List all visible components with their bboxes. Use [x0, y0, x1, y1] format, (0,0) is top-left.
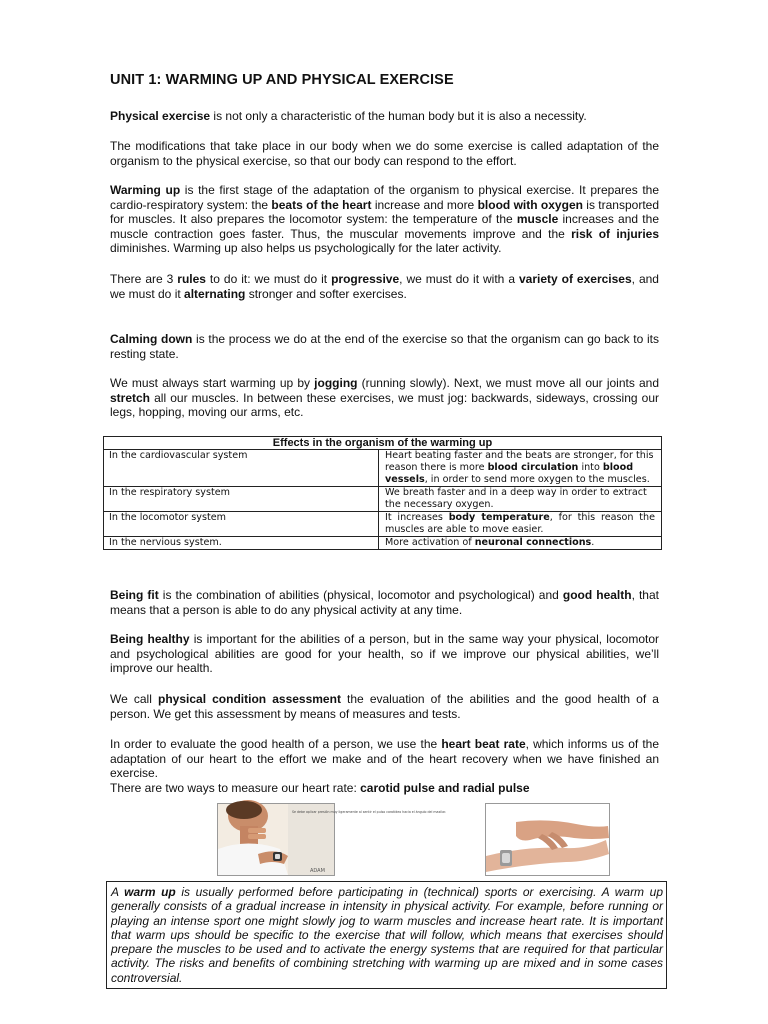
text: , which informs us of the adaptation of our heart to the effort we make and of the heart recovery when we have finished an exercise.	[110, 737, 660, 781]
text: is not only a characteristic of the human body but it is also a necessity.	[210, 109, 587, 123]
photo-caption: Se debe aplicar presión muy ligeramente al sentir el pulso carotídeo hacia el ángulo del maxilar.	[292, 810, 447, 814]
paragraph-physical-exercise	[110, 109, 659, 124]
text: It increases	[385, 512, 449, 523]
text: all our muscles. In between these exercises, we must jog: backwards, sideways, crossing our legs, hopping, moving our arms, etc.	[110, 390, 659, 420]
table-row	[104, 512, 662, 537]
paragraph-modifications: The modifications that take place in our body when we do some exercise is called adaptation of the organism to the physical exercise, so that our body can respond to the effort.	[110, 139, 659, 168]
carotid-pulse-illustration	[218, 804, 447, 875]
table-cell-system: In the respiratory system	[104, 487, 379, 512]
text: , and we must do it	[110, 272, 659, 301]
text: increase and more	[371, 197, 478, 212]
paragraph-assessment	[110, 692, 659, 721]
term-body-temperature: body temperature	[448, 512, 550, 523]
paragraph-heart-rate	[110, 737, 659, 795]
text: We call	[110, 692, 158, 706]
table-row	[104, 487, 662, 512]
radial-pulse-photo	[485, 803, 610, 876]
table-row	[104, 537, 662, 550]
carotid-pulse-photo	[217, 803, 447, 876]
paragraph-jogging	[110, 376, 659, 420]
page-title: UNIT 1: WARMING UP AND PHYSICAL EXERCISE	[110, 72, 454, 88]
effects-table-header: Effects in the organism of the warming up	[104, 437, 662, 450]
paragraph-being-fit	[110, 588, 659, 617]
text: A	[111, 885, 125, 899]
text: Heart beating faster and the beats are stronger, for this reason there is more	[385, 450, 654, 473]
term-physical-condition-assessment: physical condition assessment	[158, 692, 341, 706]
term-warm-up: warm up	[124, 885, 176, 899]
term-muscle: muscle	[516, 212, 559, 227]
table-cell-effect	[379, 512, 662, 537]
term-rules: rules	[177, 272, 206, 286]
term-good-health: good health	[562, 588, 632, 602]
term-alternating: alternating	[184, 286, 246, 301]
text: stronger and softer exercises.	[245, 286, 407, 301]
term-risk-of-injuries: risk of injuries	[571, 226, 659, 241]
term-being-healthy: Being healthy	[110, 632, 190, 646]
term-blood-with-oxygen: blood with oxygen	[477, 197, 583, 212]
term-heart-beat-rate: heart beat rate	[441, 737, 526, 751]
term-beats-of-heart: beats of the heart	[271, 197, 372, 212]
term-physical-exercise: Physical exercise	[110, 109, 211, 123]
term-calming-down: Calming down	[110, 332, 193, 346]
paragraph-warming-up	[110, 183, 659, 256]
term-carotid-radial-pulse: carotid pulse and radial pulse	[360, 780, 530, 795]
text: increases and the muscle contraction goes faster. Thus, the muscular movements improve and the	[110, 212, 659, 241]
table-cell-effect: We breath faster and in a deep way in order to extract the necessary oxygen.	[379, 487, 662, 512]
warm-up-note-box	[106, 881, 667, 989]
term-jogging: jogging	[314, 376, 358, 390]
text: is transported for muscles. It also prepares the locomotor system: the temperature of the	[110, 197, 660, 227]
adam-logo: ADAM	[310, 868, 325, 874]
paragraph-being-healthy	[110, 632, 659, 676]
text: into	[578, 462, 603, 473]
term-neuronal-connections: neuronal connections	[474, 537, 592, 548]
paragraph-calming-down	[110, 332, 659, 361]
term-being-fit: Being fit	[110, 588, 159, 602]
radial-pulse-illustration	[486, 804, 609, 875]
table-cell-system: In the locomotor system	[104, 512, 379, 537]
effects-table	[103, 436, 662, 550]
term-progressive: progressive	[331, 272, 400, 286]
text: is usually performed before participating in (technical) sports or exercising. A warm up generally consists of a gradual increase in intensity in physical activity. For example, before running or playing an intense sport one might slowly jog to warm muscles and increase heart rate. It is important that warm ups should be specific to the exercise that will follow, which means that exercises should prepare the muscles to be used and to activate the energy systems that are required for that particular activity. The risks and benefits of combining stretching with warming up are mixed and in some cases controversial.	[111, 885, 663, 985]
table-row	[104, 450, 662, 487]
text: diminishes. Warming up also helps us psychologically for the later activity.	[110, 241, 502, 256]
term-variety-of-exercises: variety of exercises	[518, 272, 632, 286]
text: , for this reason the muscles are able to move easier.	[385, 512, 655, 535]
text: , in order to send more oxygen to the muscles.	[424, 474, 650, 485]
term-blood-vessels: blood vessels	[385, 462, 634, 485]
text: In order to evaluate the good health of a person, we use the	[110, 737, 442, 751]
text: There are 3	[110, 272, 178, 286]
paragraph-rules	[110, 272, 659, 301]
text: is the first stage of the adaptation of the organism to physical exercise. It prepares the cardio-respiratory system: the	[110, 183, 659, 212]
term-warming-up: Warming up	[110, 183, 181, 197]
table-cell-effect	[379, 450, 662, 487]
term-blood-circulation: blood circulation	[487, 462, 579, 473]
text: is important for the abilities of a person, but in the same way your physical, locomotor and psychological abilities are good for your health, so if we improve our physical abilities, we’ll improve our health.	[110, 632, 659, 676]
text: (running slowly). Next, we must move all our joints and	[357, 376, 659, 390]
text: , we must do it with a	[399, 272, 519, 286]
text: is the combination of abilities (physical, locomotor and psychological) and	[158, 588, 563, 602]
text: is the process we do at the end of the exercise so that the organism can go back to its resting state.	[110, 332, 660, 361]
table-cell-system: In the nervious system.	[104, 537, 379, 550]
table-cell-effect	[379, 537, 662, 550]
table-cell-system: In the cardiovascular system	[104, 450, 379, 487]
text: .	[591, 537, 595, 548]
text: the evaluation of the abilities and the good health of a person. We get this assessment by means of measures and tests.	[110, 692, 659, 721]
term-stretch: stretch	[110, 390, 151, 405]
text: to do it: we must do it	[205, 272, 332, 286]
text: There are two ways to measure our heart rate:	[110, 780, 361, 795]
text: We must always start warming up by	[110, 376, 315, 390]
text: More activation of	[385, 537, 475, 548]
text: , that means that a person is able to do any physical activity at any time.	[110, 588, 659, 617]
